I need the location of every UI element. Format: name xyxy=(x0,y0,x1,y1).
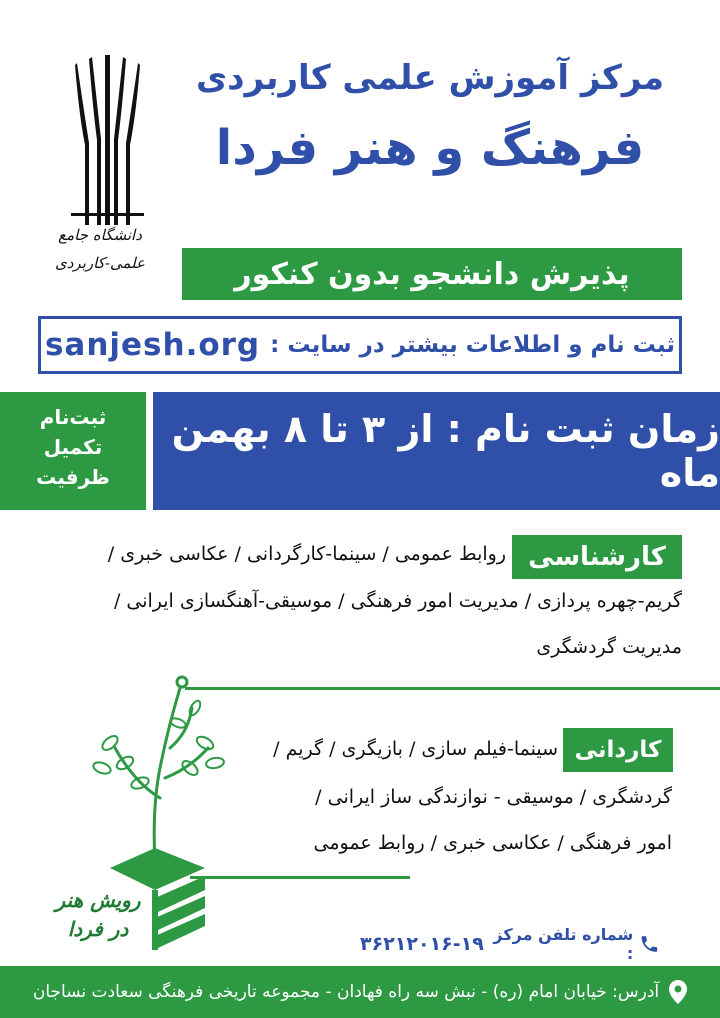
associate-line2: گردشگری / موسیقی - نوازندگی ساز ایرانی / xyxy=(315,786,672,808)
logo-text-line1: دانشگاه جامع xyxy=(58,226,142,244)
address-text: آدرس: خیابان امام (ره) - نبش سه راه فهادان - مجموعه تاریخی فرهنگی سعادت نساجان xyxy=(32,982,660,1002)
bachelor-line1: روابط عمومی / سینما-کارگردانی / عکاسی خبری / xyxy=(107,543,506,565)
sprouting-tree-book-icon xyxy=(80,668,230,958)
center-name: فرهنگ و هنر فردا xyxy=(215,120,645,176)
bachelor-tag: کارشناسی xyxy=(512,535,682,579)
website-label: ثبت نام و اطلاعات بیشتر در سایت : xyxy=(270,332,676,358)
logo-text-line2: علمی-کاربردی xyxy=(55,254,145,272)
phone-icon xyxy=(639,933,660,955)
divider-top xyxy=(185,687,720,690)
center-title: مرکز آموزش علمی کاربردی xyxy=(195,58,665,98)
address-footer xyxy=(0,966,720,1018)
capacity-line1: ثبت‌نام xyxy=(39,405,107,429)
website-link[interactable]: sanjesh.org xyxy=(44,327,261,363)
associate-line1: سینما-فیلم سازی / بازیگری / گریم / xyxy=(273,738,558,760)
bachelor-line3: مدیریت گردشگری xyxy=(536,636,682,658)
website-box xyxy=(38,316,682,374)
associate-tag: کاردانی xyxy=(563,728,673,772)
associate-line3: امور فرهنگی / عکاسی خبری / روابط عمومی xyxy=(313,832,672,854)
admission-banner: پذیرش دانشجو بدون کنکور xyxy=(182,248,682,300)
capacity-box-text xyxy=(0,402,146,492)
phone-label: شماره تلفن مرکز : xyxy=(493,925,634,963)
brand-line1: رویش هنر xyxy=(55,888,141,912)
phone-number[interactable]: ۳۶۲۱۲۰۱۶-۱۹ xyxy=(360,933,484,955)
capacity-line3: ظرفیت xyxy=(36,465,110,489)
bachelor-line2: گریم-چهره پردازی / مدیریت امور فرهنگی / موسیقی-آهنگسازی ایرانی / xyxy=(113,590,682,612)
capacity-line2: تکمیل xyxy=(43,435,103,459)
location-pin-icon xyxy=(669,980,687,1004)
brand-line2: در فردا xyxy=(67,917,129,941)
registration-time-banner: زمان ثبت نام : از ۳ تا ۸ بهمن ماه xyxy=(153,392,720,510)
phone-row xyxy=(360,925,660,963)
